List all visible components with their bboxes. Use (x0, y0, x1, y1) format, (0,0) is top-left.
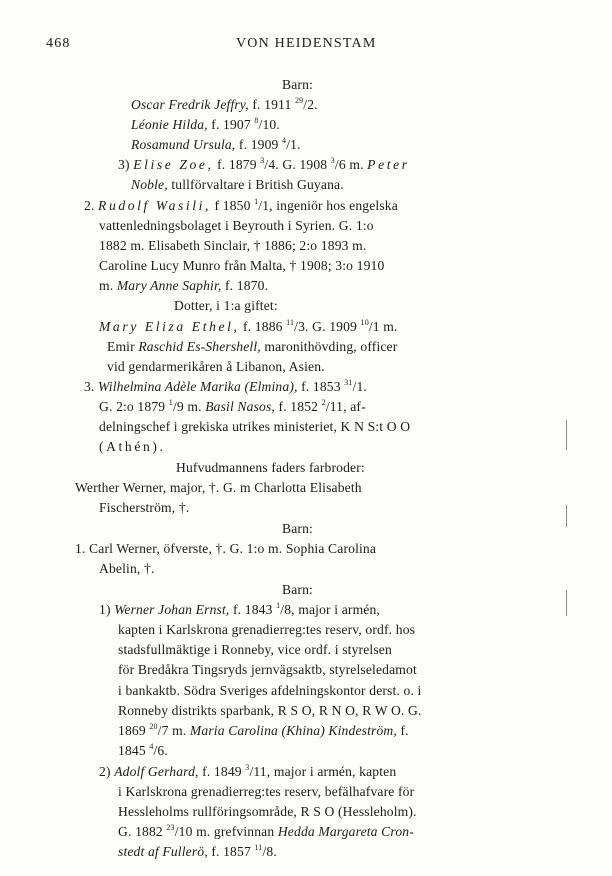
text-fragment: /6. (153, 743, 168, 758)
text-fragment: /9 m. (172, 399, 206, 414)
scan-margin-mark (566, 590, 567, 616)
person-name: Oscar Fredrik Jeffry, (131, 97, 249, 112)
text-fragment: f. 1879 (213, 157, 261, 172)
text-line: 1882 m. Elisabeth Sinclair, † 1886; 2:o 1893 m. (99, 238, 367, 253)
person-name: Noble, (131, 177, 168, 192)
superscript: 10 (360, 318, 369, 327)
text-line (99, 600, 380, 620)
person-name: Raschid Es-Shershell, (138, 339, 261, 354)
text-fragment: 1) (99, 602, 115, 617)
person-name: Maria Carolina (Khina) Kindeström, (189, 723, 397, 738)
person-name: Elise Zoe, (133, 157, 214, 172)
person-name: Rosamund Ursula, (131, 137, 236, 152)
text-line: Hessleholms rullföringsområde, R S O (Hessleholm). (118, 804, 417, 819)
superscript: 3 (260, 156, 265, 165)
text-fragment: 2) (99, 764, 115, 779)
superscript: 1 (254, 197, 259, 206)
text-line (118, 155, 410, 175)
text-fragment: /11, major i armén, kapten (249, 764, 397, 779)
text-line: stadsfullmäktige i Ronneby, vice ordf. i styrelsen (118, 642, 392, 657)
heading-barn: Barn: (282, 521, 313, 536)
person-name: Mary Anne Saphir, (116, 278, 222, 293)
text-line (131, 115, 280, 135)
text-line (118, 741, 168, 761)
text-fragment: G. 2:o 1879 (99, 399, 169, 414)
person-name: stedt af Fullerö, (118, 844, 208, 859)
text-fragment: f. 1857 (207, 844, 255, 859)
text-line (84, 196, 398, 216)
text-fragment: f. 1852 (274, 399, 322, 414)
text-fragment: f. 1843 (229, 602, 277, 617)
text-line: i Karlskrona grenadierreg:tes reserv, befälhafvare för (118, 784, 415, 799)
text-fragment: /6 m. (334, 157, 368, 172)
text-line: vid gendarmerikåren å Libanon, Asien. (107, 359, 325, 374)
text-fragment: 2. (84, 198, 99, 213)
text-line (99, 276, 268, 296)
text-line (131, 175, 344, 195)
superscript: 1 (168, 398, 173, 407)
text-line (107, 337, 397, 357)
text-line: delningschef i grekiska utrikes ministeriet, K N S:t O O (99, 419, 411, 434)
text-line (118, 842, 277, 862)
text-line (118, 721, 409, 741)
text-fragment: /1. (286, 137, 301, 152)
text-fragment: f. 1853 (297, 379, 345, 394)
text-line: 1. Carl Werner, öfverste, †. G. 1:o m. Sophia Carolina (75, 541, 377, 556)
text-line: Dotter, i 1:a giftet: (174, 298, 278, 313)
text-fragment: /11, af- (325, 399, 366, 414)
text-fragment: 3) (118, 157, 134, 172)
text-fragment: /8. (262, 844, 277, 859)
text-line: Abelin, †. (99, 561, 155, 576)
superscript: 3 (330, 156, 335, 165)
text-fragment: f. 1870. (221, 278, 269, 293)
text-line: kapten i Karlskrona grenadierreg:tes reserv, ordf. hos (118, 622, 416, 637)
person-name: Basil Nasos, (205, 399, 275, 414)
heading-barn: Barn: (282, 582, 313, 597)
text-fragment: f. 1907 (207, 117, 255, 132)
superscript: 23 (166, 823, 175, 832)
person-name: Hedda Margareta Cron- (277, 824, 414, 839)
text-fragment: /7 m. (157, 723, 190, 738)
text-fragment: G. 1882 (118, 824, 167, 839)
superscript: 2 (321, 398, 326, 407)
text-line: (Athén). (99, 439, 166, 454)
page-number: 468 (46, 36, 71, 51)
text-fragment: /4. G. 1908 (264, 157, 331, 172)
text-line: Ronneby distrikts sparbank, R S O, R N O, R W O. G. (118, 703, 422, 718)
text-line: för Bredåkra Tingsryds jernvägsaktb, styrelseledamot (118, 662, 417, 677)
superscript: 20 (149, 722, 158, 731)
text-line (99, 317, 398, 337)
text-fragment: /1. (352, 379, 367, 394)
text-fragment: f. 1909 (235, 137, 283, 152)
text-line: vattenledningsbolaget i Beyrouth i Syrien. G. 1:o (99, 218, 374, 233)
text-line (131, 135, 301, 155)
text-fragment: /1 m. (368, 319, 398, 334)
text-fragment: f. 1849 (198, 764, 246, 779)
superscript: 11 (254, 843, 263, 852)
heading-barn: Barn: (282, 77, 313, 92)
text-line: Werther Werner, major, †. G. m Charlotta Elisabeth (75, 480, 362, 495)
text-line (131, 95, 318, 115)
text-fragment: 3. (84, 379, 99, 394)
text-fragment: f. 1886 (239, 319, 287, 334)
text-fragment: tullförvaltare i British Guyana. (167, 177, 344, 192)
text-fragment: /3. G. 1909 (294, 319, 361, 334)
text-fragment: /10 m. grefvinnan (174, 824, 278, 839)
person-name: Wilhelmina Adèle Marika (Elmina), (98, 379, 298, 394)
text-fragment: Emir (107, 339, 139, 354)
scan-margin-mark (566, 420, 567, 450)
superscript: 1 (276, 601, 281, 610)
person-name: Werner Johan Ernst, (114, 602, 230, 617)
text-line (99, 762, 396, 782)
running-title: VON HEIDENSTAM (236, 36, 377, 51)
text-fragment: /8, major i armén, (280, 602, 380, 617)
superscript: 4 (282, 136, 287, 145)
text-fragment: f 1850 (210, 198, 255, 213)
scan-margin-mark (566, 505, 567, 527)
person-name: Peter (367, 157, 410, 172)
superscript: 29 (294, 96, 304, 105)
person-name: Adolf Gerhard, (114, 764, 199, 779)
text-line (99, 397, 366, 417)
superscript: 31 (344, 378, 353, 387)
superscript: 8 (254, 116, 259, 125)
text-fragment: m. (99, 278, 117, 293)
text-fragment: maronithövding, officer (260, 339, 398, 354)
superscript: 4 (149, 742, 154, 751)
text-line: Caroline Lucy Munro från Malta, † 1908; 3:o 1910 (99, 258, 385, 273)
text-fragment: f. (396, 723, 409, 738)
text-line (84, 377, 367, 397)
text-line: i bankaktb. Södra Sveriges afdelningskontor derst. o. i (118, 683, 422, 698)
text-line (118, 822, 414, 842)
text-fragment: 1845 (118, 743, 150, 758)
superscript: 11 (286, 318, 295, 327)
text-fragment: /2. (303, 97, 318, 112)
text-fragment: /10. (258, 117, 280, 132)
text-fragment: /1, ingeniör hos engelska (258, 198, 398, 213)
person-name: Léonie Hilda, (131, 117, 208, 132)
person-name: Mary Eliza Ethel, (99, 319, 240, 334)
text-fragment: f. 1911 (248, 97, 295, 112)
text-fragment: 1869 (118, 723, 150, 738)
person-name: Rudolf Wasili, (98, 198, 211, 213)
heading-farbroder: Hufvudmannens faders farbroder: (176, 460, 365, 475)
text-line: Fischerström, †. (99, 500, 190, 515)
superscript: 3 (245, 763, 250, 772)
